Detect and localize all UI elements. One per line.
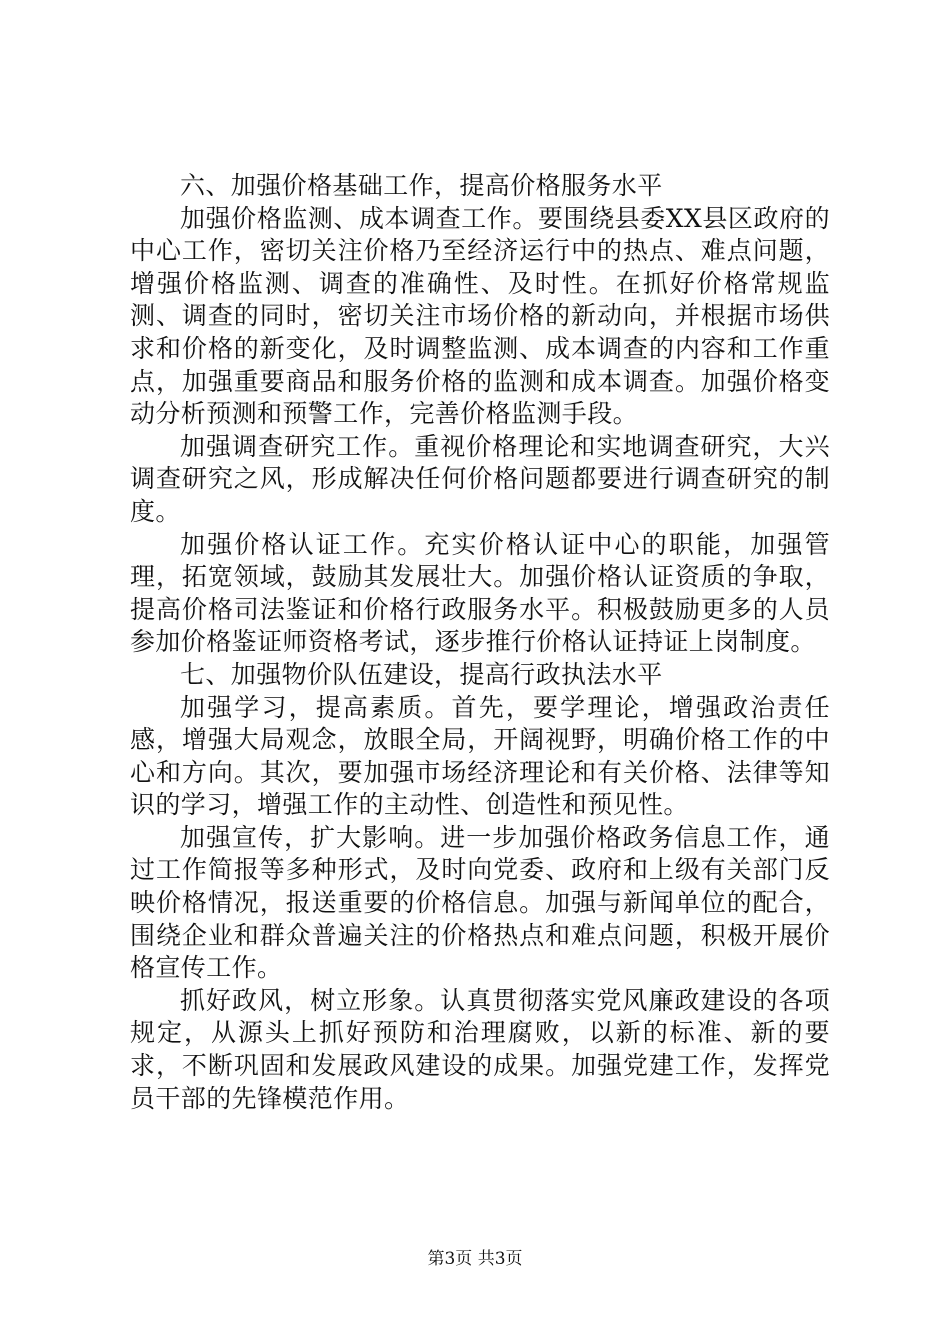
paragraph-publicity: 加强宣传，扩大影响。进一步加强价格政务信息工作，通过工作简报等多种形式，及时向党委、政府和上级有关部门反映价格情况，报送重要的价格信息。加强与新闻单位的配合，围绕企业和群众普遍关注的价格热点和难点问题，积极开展价格宣传工作。 — [130, 822, 830, 983]
paragraph-research: 加强调查研究工作。重视价格理论和实地调查研究，大兴调查研究之风，形成解决任何价格问题都要进行调查研究的制度。 — [130, 431, 830, 526]
paragraph-price-certification: 加强价格认证工作。充实价格认证中心的职能，加强管理，拓宽领域，鼓励其发展壮大。加强价格认证资质的争取，提高价格司法鉴证和价格行政服务水平。积极鼓励更多的人员参加价格鉴证师资格考试，逐步推行价格认证持证上岗制度。 — [130, 529, 830, 657]
paragraph-price-monitoring: 加强价格监测、成本调查工作。要围绕县委XX县区政府的中心工作，密切关注价格乃至经济运行中的热点、难点问题，增强价格监测、调查的准确性、及时性。在抓好价格常规监测、调查的同时，密切关注市场价格的新动向，并根据市场供求和价格的新变化，及时调整监测、成本调查的内容和工作重点，加强重要商品和服务价格的监测和成本调查。加强价格变动分析预测和预警工作，完善价格监测手段。 — [130, 203, 830, 429]
page-number-footer: 第3页 共3页 — [427, 1249, 523, 1269]
document-body — [130, 170, 830, 1115]
section-heading-7: 七、加强物价队伍建设，提高行政执法水平 — [180, 659, 663, 689]
section-heading-6: 六、加强价格基础工作，提高价格服务水平 — [180, 171, 663, 200]
paragraph-study: 加强学习，提高素质。首先，要学理论，增强政治责任感，增强大局观念，放眼全局，开阔视野，明确价格工作的中心和方向。其次，要加强市场经济理论和有关价格、法律等知识的学习，增强工作的主动性、创造性和预见性。 — [130, 692, 830, 820]
paragraph-conduct: 抓好政风，树立形象。认真贯彻落实党风廉政建设的各项规定，从源头上抓好预防和治理腐败，以新的标准、新的要求，不断巩固和发展政风建设的成果。加强党建工作，发挥党员干部的先锋模范作用。 — [130, 985, 830, 1113]
